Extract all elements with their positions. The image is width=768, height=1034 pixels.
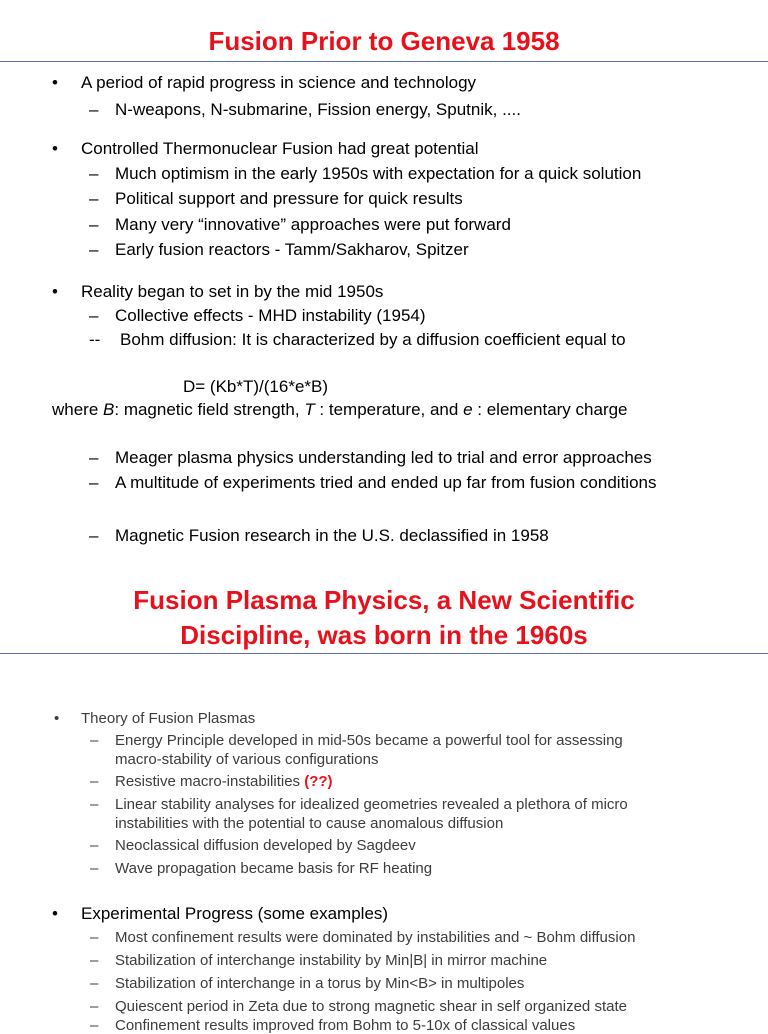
sub-bullet-text: Confinement results improved from Bohm to 5-10x of classical values xyxy=(115,1017,576,1034)
question-note: (??) xyxy=(304,773,333,790)
legend-symbol: e xyxy=(463,400,473,419)
legend-text: where xyxy=(52,400,104,419)
dash-icon: – xyxy=(89,526,99,545)
bullet-icon: • xyxy=(52,73,58,92)
dash-icon: – xyxy=(90,975,99,992)
sub-bullet-text: N-weapons, N-submarine, Fission energy, Sputnik, .... xyxy=(115,100,521,119)
sub-bullet-text: Much optimism in the early 1950s with expectation for a quick solution xyxy=(115,164,642,183)
sub-bullet-text: Linear stability analyses for idealized geometries revealed a plethora of micro xyxy=(115,796,628,813)
dash-icon: – xyxy=(89,100,99,119)
sub-bullet-text: Neoclassical diffusion developed by Sagdeev xyxy=(115,837,416,854)
double-dash-marker: -- xyxy=(89,330,101,349)
sub-bullet-text: Stabilization of interchange instability by Min|B| in mirror machine xyxy=(115,952,548,969)
title-divider xyxy=(0,653,768,654)
dash-icon: – xyxy=(89,164,99,183)
bullet-icon: • xyxy=(52,282,58,301)
dash-icon: – xyxy=(90,929,99,946)
sub-bullet-text: Most confinement results were dominated by instabilities and ~ Bohm diffusion xyxy=(115,929,636,946)
legend-text: : magnetic field strength, xyxy=(114,400,305,419)
sub-bullet-text: Political support and pressure for quick results xyxy=(115,189,463,208)
dash-icon: – xyxy=(89,306,99,325)
sub-bullet-text: A multitude of experiments tried and ended up far from fusion conditions xyxy=(115,473,657,492)
sub-bullet-text: Stabilization of interchange in a torus by Min<B> in multipoles xyxy=(115,975,525,992)
legend-text: : temperature, and xyxy=(314,400,464,419)
dash-icon: – xyxy=(90,732,99,749)
dash-icon: – xyxy=(90,1017,99,1034)
bohm-formula: D= (Kb*T)/(16*e*B) xyxy=(183,377,329,396)
bullet-text: Experimental Progress (some examples) xyxy=(81,904,389,923)
sub-bullet-text-continued: instabilities with the potential to cause anomalous diffusion xyxy=(115,815,504,832)
dash-icon: – xyxy=(90,998,99,1015)
sub-bullet-text xyxy=(115,773,333,790)
bullet-text: Controlled Thermonuclear Fusion had great potential xyxy=(81,139,479,158)
dash-icon: – xyxy=(89,473,99,492)
slide-1-title: Fusion Prior to Geneva 1958 xyxy=(208,26,560,56)
dash-icon: – xyxy=(90,837,99,854)
sub-bullet-text-continued: macro-stability of various configurations xyxy=(115,751,379,768)
sub-bullet-text: Magnetic Fusion research in the U.S. declassified in 1958 xyxy=(115,526,549,545)
sub-bullet-text: Quiescent period in Zeta due to strong magnetic shear in self organized state xyxy=(115,998,627,1015)
sub-bullet-text: Energy Principle developed in mid-50s became a powerful tool for assessing xyxy=(115,732,623,749)
dash-icon: – xyxy=(90,860,99,877)
bullet-icon: • xyxy=(52,139,58,158)
dash-icon: – xyxy=(90,952,99,969)
bullet-text: A period of rapid progress in science and technology xyxy=(81,73,477,92)
slide-2-title-line-1: Fusion Plasma Physics, a New Scientific xyxy=(133,585,635,615)
slide-2-title-line-2: Discipline, was born in the 1960s xyxy=(180,620,588,650)
sub-bullet-text: Meager plasma physics understanding led to trial and error approaches xyxy=(115,448,652,467)
sub-bullet-text: Collective effects - MHD instability (1954) xyxy=(115,306,426,325)
bullet-text: Reality began to set in by the mid 1950s xyxy=(81,282,384,301)
dash-icon: – xyxy=(89,189,99,208)
dash-icon: – xyxy=(89,215,99,234)
dash-icon: – xyxy=(90,773,99,790)
sub-bullet-text: Early fusion reactors - Tamm/Sakharov, Spitzer xyxy=(115,240,469,259)
bullet-text: Theory of Fusion Plasmas xyxy=(81,710,256,727)
sub-bullet-text: Many very “innovative” approaches were put forward xyxy=(115,215,511,234)
sub-bullet-text: Wave propagation became basis for RF heating xyxy=(115,860,433,877)
bullet-icon: • xyxy=(54,710,60,727)
dash-icon: – xyxy=(89,448,99,467)
dash-icon: – xyxy=(90,796,99,813)
legend-symbol: T xyxy=(304,400,315,419)
sub-bullet-text: Bohm diffusion: It is characterized by a diffusion coefficient equal to xyxy=(120,330,626,349)
dash-icon: – xyxy=(89,240,99,259)
legend-text: : elementary charge xyxy=(472,400,628,419)
legend-symbol: B xyxy=(103,400,115,419)
bullet-icon: • xyxy=(52,904,58,923)
sub-bullet-label: Resistive macro-instabilities xyxy=(115,773,305,790)
